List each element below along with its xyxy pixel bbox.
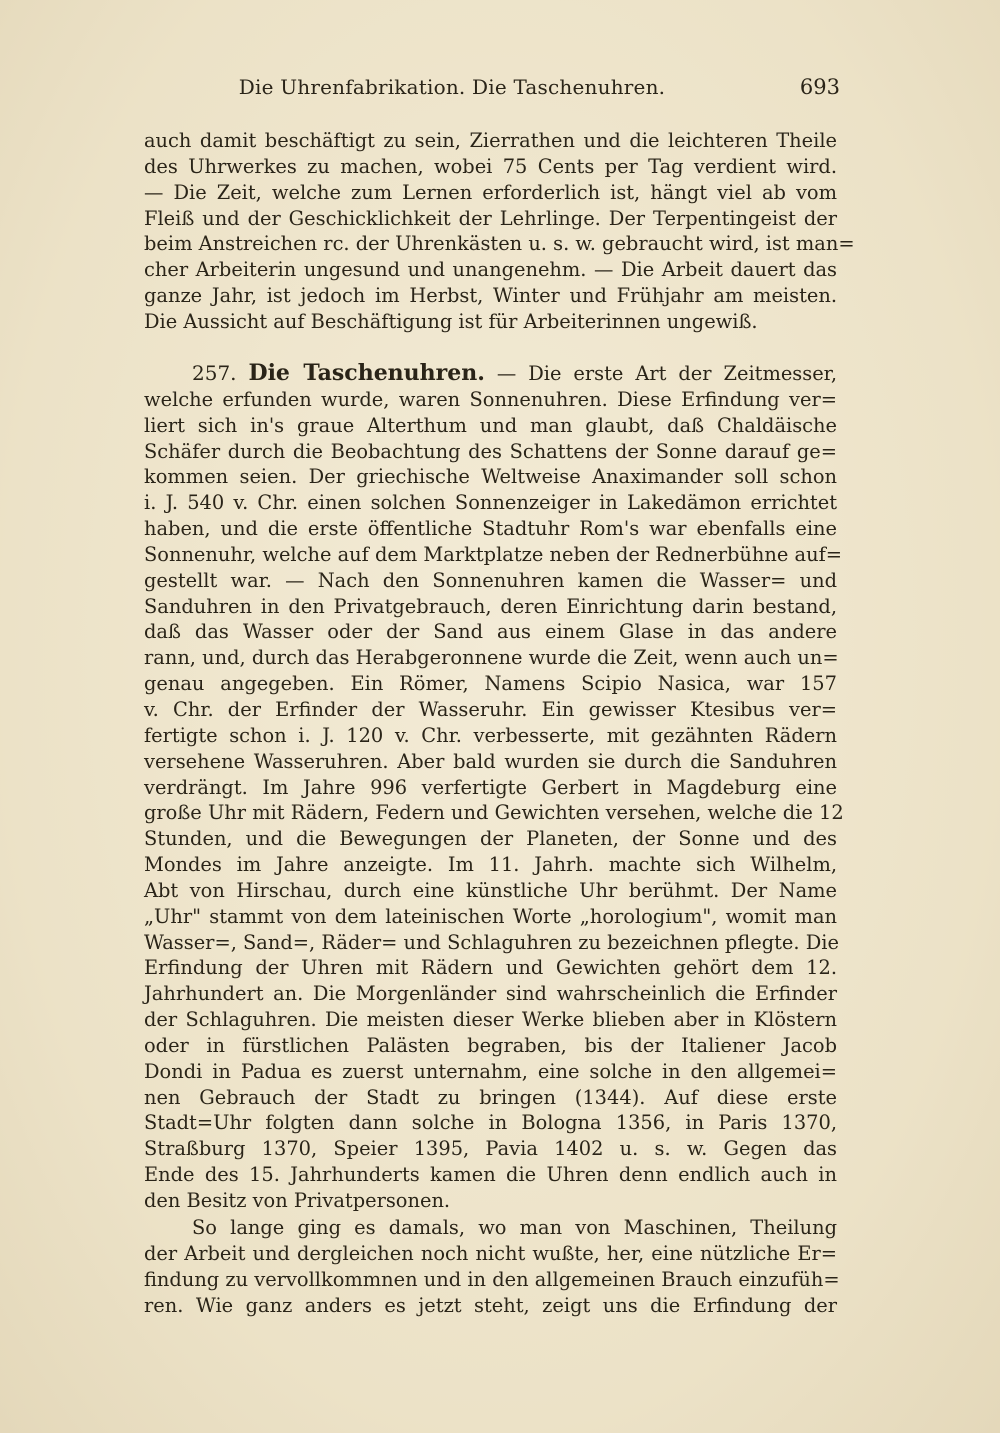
text-line: Die Aussicht auf Beschäftigung ist für Arbeiterinnen ungewiß.: [144, 309, 758, 333]
text-line: Ende des 15. Jahrhunderts kamen die Uhren denn endlich auch in: [144, 1163, 837, 1187]
text-line: Stunden, und die Bewegungen der Planeten, der Sonne und des: [144, 827, 837, 851]
text-line: „Uhr" stammt von dem lateinischen Worte „horologium", womit man: [144, 904, 837, 928]
section-first-line-text: — Die erste Art der Zeitmesser,: [496, 362, 837, 385]
text-line: rann, und, durch das Herabgeronnene wurde die Zeit, wenn auch un=: [144, 646, 839, 670]
text-line: Dondi in Padua es zuerst unternahm, eine solche in den allgemei=: [144, 1059, 837, 1083]
text-line: haben, und die erste öffentliche Stadtuhr Rom's war ebenfalls eine: [144, 517, 837, 541]
text-line: den Besitz von Privatpersonen.: [144, 1189, 451, 1212]
text-line: kommen seien. Der griechische Weltweise Anaximander soll schon: [144, 465, 837, 489]
text-line: Sonnenuhr, welche auf dem Marktplatze neben der Rednerbühne auf=: [144, 542, 843, 566]
text-line: welche erfunden wurde, waren Sonnenuhren. Diese Erfindung ver=: [144, 387, 837, 411]
text-line: nen Gebrauch der Stadt zu bringen (1344). Auf diese erste: [144, 1085, 837, 1109]
section-title: Die Taschenuhren.: [248, 360, 485, 386]
text-line: der Arbeit und dergleichen noch nicht wußte, her, eine nützliche Er=: [144, 1241, 837, 1265]
text-line: v. Chr. der Erfinder der Wasseruhr. Ein gewisser Ktesibus ver=: [144, 697, 837, 721]
text-line: versehene Wasseruhren. Aber bald wurden sie durch die Sanduhren: [144, 749, 837, 773]
text-line: liert sich in's graue Alterthum und man glaubt, daß Chaldäische: [144, 413, 837, 437]
text-line: Schäfer durch die Beobachtung des Schattens der Sonne darauf ge=: [144, 439, 837, 463]
text-line: verdrängt. Im Jahre 996 verfertigte Gerbert in Magdeburg eine: [144, 775, 837, 799]
text-line: — Die Zeit, welche zum Lernen erforderlich ist, hängt viel ab vom: [144, 180, 837, 204]
text-line: Stadt=Uhr folgten dann solche in Bologna 1356, in Paris 1370,: [144, 1111, 837, 1135]
text-line: daß das Wasser oder der Sand aus einem Glase in das andere: [144, 620, 837, 644]
running-title: Die Uhrenfabrikation. Die Taschenuhren.: [238, 75, 666, 99]
paragraph-top: [144, 128, 855, 335]
text-line: i. J. 540 v. Chr. einen solchen Sonnenzeiger in Lakedämon errichtet: [144, 491, 837, 515]
text-line: Straßburg 1370, Speier 1395, Pavia 1402 u. s. w. Gegen das: [144, 1137, 837, 1161]
section-heading-line: [144, 361, 837, 387]
text-line: ren. Wie ganz anders es jetzt steht, zeigt uns die Erfindung der: [144, 1293, 837, 1317]
text-line: findung zu vervollkommnen und in den allgemeinen Brauch einzufüh=: [144, 1267, 840, 1291]
text-line: oder in fürstlichen Palästen begraben, bis der Italiener Jacob: [144, 1033, 837, 1057]
text-line: Mondes im Jahre anzeigte. Im 11. Jahrh. machte sich Wilhelm,: [144, 853, 837, 877]
paragraph-second: [144, 1215, 840, 1318]
page-number: 693: [799, 75, 840, 99]
text-line: Fleiß und der Geschicklichkeit der Lehrlinge. Der Terpentingeist der: [144, 206, 837, 230]
text-line: gestellt war. — Nach den Sonnenuhren kamen die Wasser= und: [144, 568, 837, 592]
text-line: Jahrhundert an. Die Morgenländer sind wahrscheinlich die Erfinder: [144, 982, 837, 1006]
text-line: beim Anstreichen rc. der Uhrenkästen u. s. w. gebraucht wird, ist man=: [144, 232, 855, 256]
text-line: große Uhr mit Rädern, Federn und Gewichten versehen, welche die 12: [144, 801, 844, 825]
text-line: So lange ging es damals, wo man von Maschinen, Theilung: [192, 1216, 837, 1239]
text-line: Sanduhren in den Privatgebrauch, deren Einrichtung darin bestand,: [144, 594, 837, 618]
text-line: Erfindung der Uhren mit Rädern und Gewichten gehört dem 12.: [144, 956, 837, 980]
text-line: cher Arbeiterin ungesund und unangenehm. — Die Arbeit dauert das: [144, 258, 837, 282]
text-line: ganze Jahr, ist jedoch im Herbst, Winter und Frühjahr am meisten.: [144, 284, 837, 308]
text-line: Wasser=, Sand=, Räder= und Schlaguhren zu bezeichnen pflegte. Die: [144, 930, 839, 954]
text-line: des Uhrwerkes zu machen, wobei 75 Cents per Tag verdient wird.: [144, 154, 837, 178]
text-line: Abt von Hirschau, durch eine künstliche Uhr berühmt. Der Name: [144, 878, 837, 902]
section-number: 257.: [192, 361, 237, 385]
section-257: [144, 360, 844, 1214]
text-line: fertigte schon i. J. 120 v. Chr. verbesserte, mit gezähnten Rädern: [144, 723, 837, 747]
text-line: auch damit beschäftigt zu sein, Zierrathen und die leichteren Theile: [144, 129, 837, 152]
text-line: genau angegeben. Ein Römer, Namens Scipio Nasica, war 157: [144, 672, 837, 696]
page-header: [144, 72, 840, 102]
text-line: der Schlaguhren. Die meisten dieser Werke blieben aber in Klöstern: [144, 1008, 837, 1032]
